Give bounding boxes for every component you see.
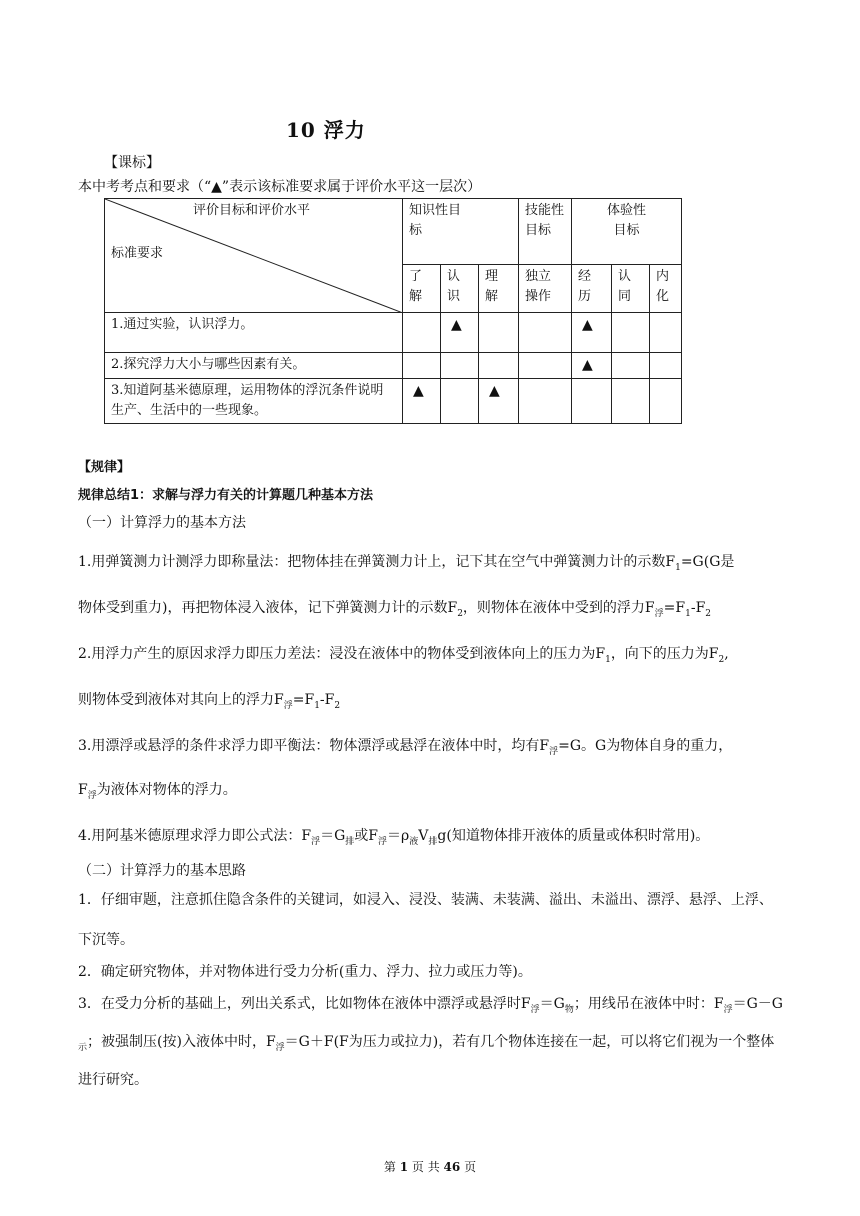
- heading-basic-approach: （二）计算浮力的基本思路: [78, 863, 246, 879]
- paragraph-step-2: 2．确定研究物体，并对物体进行受力分析(重力、浮力、拉力或压力等)。: [78, 964, 532, 980]
- paragraph-method-1-cont: 物体受到重力)，再把物体浸入液体，记下弹簧测力计的示数$F_2$，则物体在液体中受到的浮力$F_浮=F_1-F_2$: [78, 600, 712, 619]
- sub-neihua: 内化: [650, 265, 682, 313]
- table-row: [105, 353, 682, 379]
- section-kebiao: 【课标】: [104, 155, 160, 171]
- section-guilv: 【规律】: [78, 460, 131, 475]
- sub-duli: 独立操作: [519, 265, 572, 313]
- sub-liaojie: 了解: [403, 265, 441, 313]
- diag-top-label: 评价目标和评价水平: [193, 203, 311, 218]
- paragraph-method-2: 2.用浮力产生的原因求浮力即压力差法：浸没在液体中的物体受到液体向上的压力为$F_1$，向下的压力为$F_2$,: [78, 646, 729, 665]
- sub-lijie: 理解: [479, 265, 519, 313]
- paragraph-step-3: 3．在受力分析的基础上，列出关系式，比如物体在液体中漂浮或悬浮时$F_浮=G_物$；用线吊在液体中时：$F_浮=G-G_示$；被强制压(按)入液体中时，$F_浮=G+F(F$为压力或拉力)，若有几个物体连接在一起，可以将它们视为一个整体进行研究。: [78, 996, 783, 1088]
- paragraph-step-1: 1．仔细审题，注意抓住隐含条件的关键词，如浸入、浸没、装满、未装满、溢出、未溢出、漂浮、悬浮、上浮、下沉等。: [78, 892, 773, 948]
- page-title: 10 浮力: [286, 118, 366, 142]
- intro-text: 本中考考点和要求（“▲”表示该标准要求属于评价水平这一层次）: [78, 179, 482, 195]
- group-skill: 技能性目标: [519, 199, 572, 265]
- standards-table: [104, 198, 682, 424]
- triangle-mark: ▲: [479, 379, 519, 424]
- group-knowledge: 知识性目标: [403, 199, 519, 265]
- sub-rentong: 认同: [612, 265, 650, 313]
- paragraph-method-3: 3.用漂浮或悬浮的条件求浮力即平衡法：物体漂浮或悬浮在液体中时，均有$F_浮=G$。G为物体自身的重力，: [78, 738, 733, 757]
- paragraph-method-2-cont: 则物体受到液体对其向上的浮力$F_浮=F_1-F_2$: [78, 692, 341, 711]
- sub-jingli: 经历: [572, 265, 612, 313]
- row-label: 2.探究浮力大小与哪些因素有关。: [105, 353, 403, 379]
- sub-renshi: 认识: [441, 265, 479, 313]
- heading-basic-methods: （一）计算浮力的基本方法: [78, 515, 246, 531]
- triangle-mark: ▲: [441, 313, 479, 353]
- guilv-title: 规律总结1：求解与浮力有关的计算题几种基本方法: [78, 488, 374, 503]
- triangle-mark: ▲: [572, 353, 612, 379]
- page-footer: 第 1 页 共 46 页: [383, 1160, 477, 1174]
- diagonal-header-cell: [105, 199, 403, 313]
- table-row: [105, 313, 682, 353]
- triangle-mark: ▲: [403, 379, 441, 424]
- paragraph-method-1: 1.用弹簧测力计测浮力即称量法：把物体挂在弹簧测力计上，记下其在空气中弹簧测力计的示数$F_1=G(G$是: [78, 554, 735, 573]
- paragraph-method-4: 4.用阿基米德原理求浮力即公式法：$F_浮=G_排$或$F_浮=\rho_液V_排g$(知道物体排开液体的质量或体积时常用)。: [78, 828, 710, 847]
- paragraph-method-3-cont: $F_浮$为液体对物体的浮力。: [78, 782, 237, 801]
- row-label: 3.知道阿基米德原理，运用物体的浮沉条件说明生产、生活中的一些现象。: [105, 379, 403, 424]
- row-label: 1.通过实验，认识浮力。: [105, 313, 403, 353]
- diag-bottom-label: 标准要求: [111, 246, 164, 261]
- group-experience: 体验性目标: [572, 199, 682, 265]
- triangle-mark: ▲: [572, 313, 612, 353]
- table-row: [105, 379, 682, 424]
